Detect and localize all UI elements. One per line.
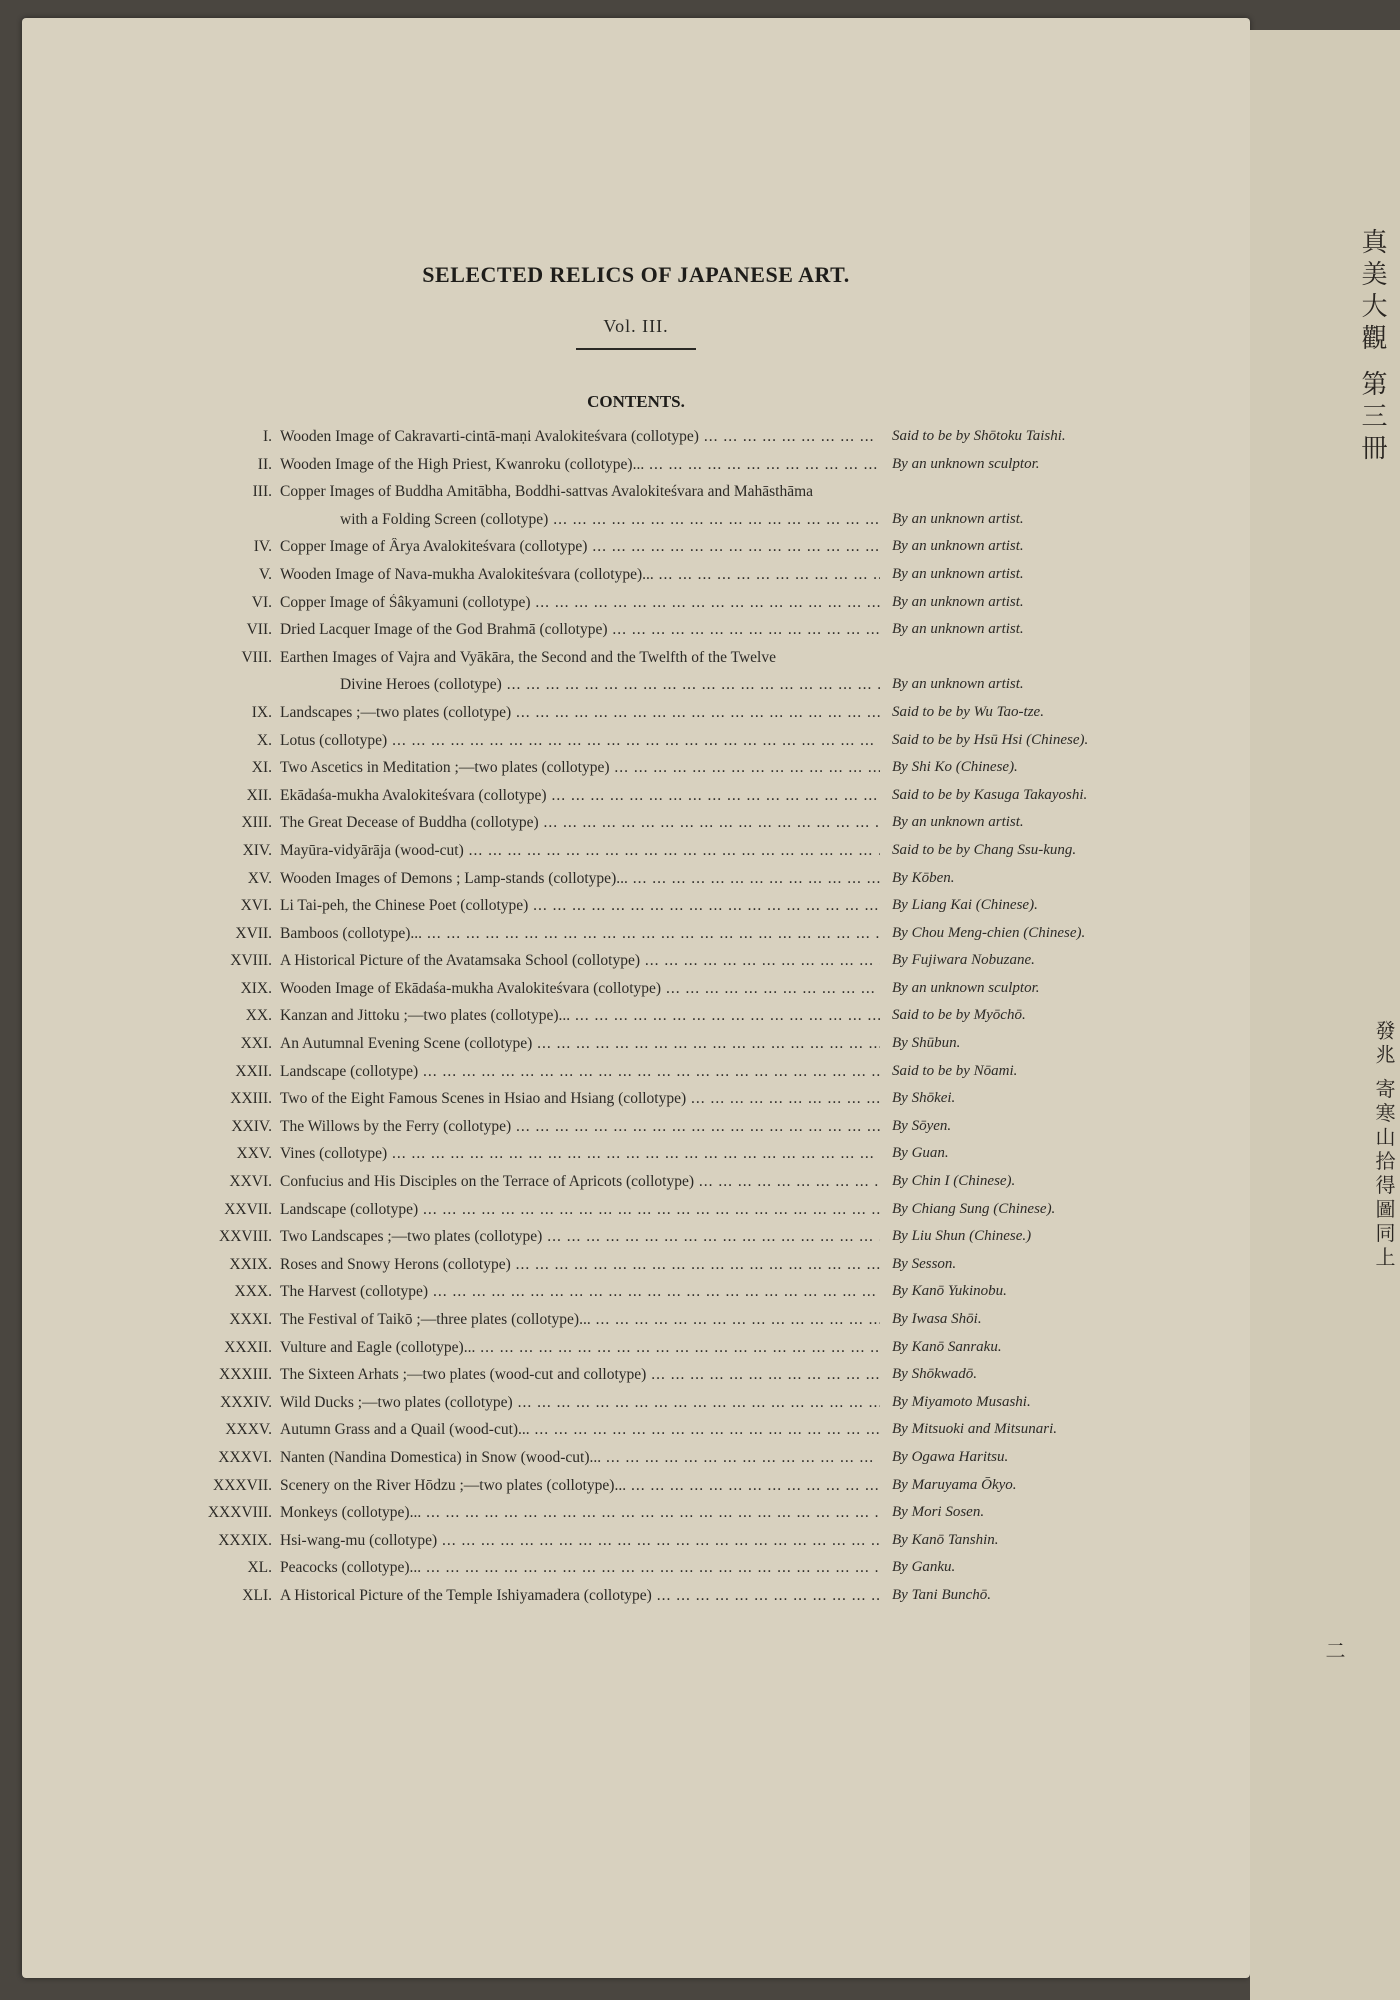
entry-title: Wooden Image of Cakravarti-cintā-maṇi Avalokiteśvara (collotype) ... . xyxy=(280,428,880,446)
entry-attribution: By Liu Shun (Chinese.) xyxy=(892,1228,1032,1245)
contents-entry xyxy=(22,870,1250,898)
entry-attribution: Said to be by Myōchō. xyxy=(892,1007,1026,1024)
entry-number: VIII. xyxy=(241,648,272,666)
entry-attribution: By an unknown sculptor. xyxy=(892,979,1040,996)
entry-number: XXXVI. xyxy=(218,1448,272,1466)
entry-number: XI. xyxy=(251,759,272,777)
entry-attribution: By Chiang Sung (Chinese). xyxy=(892,1200,1056,1217)
entry-number: XXXIV. xyxy=(220,1393,272,1411)
entry-title: The Great Decease of Buddha (collotype) ... . xyxy=(280,814,880,832)
entry-number: XXXII. xyxy=(224,1338,272,1356)
entry-title: Roses and Snowy Herons (collotype) ... . xyxy=(280,1256,880,1274)
entry-number: XVII. xyxy=(235,924,272,942)
entry-attribution: By Shōkei. xyxy=(892,1090,956,1107)
entry-number: IX. xyxy=(251,703,272,721)
entry-attribution: By an unknown artist. xyxy=(892,593,1024,610)
contents-entry xyxy=(22,1394,1250,1422)
contents-entry xyxy=(22,842,1250,870)
entry-title: Vulture and Eagle (collotype)... ... . xyxy=(280,1339,880,1357)
contents-entry xyxy=(22,1311,1250,1339)
contents-entry xyxy=(22,1421,1250,1449)
entry-title: Divine Heroes (collotype) ... . xyxy=(280,676,880,694)
entry-title: Li Tai-peh, the Chinese Poet (collotype) ... . xyxy=(280,897,880,915)
entry-attribution: By an unknown artist. xyxy=(892,676,1024,693)
contents-entry xyxy=(22,732,1250,760)
entry-title: Two Ascetics in Meditation ;—two plates (collotype) ... . xyxy=(280,759,880,777)
contents-entry xyxy=(22,594,1250,622)
entry-title: Landscape (collotype) ... . xyxy=(280,1063,880,1081)
entry-number: XXIII. xyxy=(230,1090,272,1108)
entry-attribution: Said to be by Shōtoku Taishi. xyxy=(892,428,1066,444)
entry-title: Wooden Images of Demons ; Lamp-stands (collotype)... ... . xyxy=(280,870,880,888)
entry-title: Earthen Images of Vajra and Vyākāra, the Second and the Twelfth of the Twelve xyxy=(280,648,776,666)
contents-entry xyxy=(22,1559,1250,1587)
contents-entry xyxy=(22,1366,1250,1394)
entry-number: XV. xyxy=(247,869,272,887)
entry-attribution: By Ganku. xyxy=(892,1559,956,1576)
entry-title: Copper Image of Ârya Avalokiteśvara (collotype) ... . xyxy=(280,538,880,556)
entry-attribution: By Iwasa Shōi. xyxy=(892,1311,982,1327)
entry-number: XXX. xyxy=(234,1283,272,1301)
entry-number: XIX. xyxy=(240,979,272,997)
entry-number: XXIX. xyxy=(229,1255,272,1273)
entry-number: XXXVIII. xyxy=(207,1504,272,1522)
entry-title: Copper Images of Buddha Amitābha, Boddhi-sattvas Avalokiteśvara and Mahāsthāma xyxy=(280,483,814,501)
contents-entry xyxy=(22,925,1250,953)
entry-attribution: Said to be by Kasuga Takayoshi. xyxy=(892,786,1088,803)
entry-number: XXVI. xyxy=(229,1173,272,1191)
page-title: SELECTED RELICS OF JAPANESE ART. xyxy=(422,262,850,287)
folio-mark: 二 xyxy=(1322,1640,1346,1660)
contents-entry xyxy=(22,511,1250,539)
entry-attribution: By Sesson. xyxy=(892,1255,957,1272)
entry-number: V. xyxy=(258,565,272,583)
entry-attribution: By Shōkwadō. xyxy=(892,1366,977,1383)
entry-attribution: By Guan. xyxy=(892,1145,949,1162)
entry-title: Ekādaśa-mukha Avalokiteśvara (collotype) ... . xyxy=(280,787,880,805)
contents-list xyxy=(22,428,1250,1615)
entry-number: X. xyxy=(256,731,272,749)
contents-entry xyxy=(22,704,1250,732)
entry-attribution: By Shi Ko (Chinese). xyxy=(892,759,1018,776)
entry-title: Monkeys (collotype)... ... . xyxy=(280,1504,880,1522)
entry-number: VII. xyxy=(246,621,272,639)
entry-attribution: By an unknown artist. xyxy=(892,621,1024,638)
contents-entry xyxy=(22,1532,1250,1560)
contents-entry xyxy=(22,1339,1250,1367)
japanese-title: 真美大觀 第三冊 xyxy=(1357,228,1387,467)
entry-number: XXV. xyxy=(236,1145,272,1163)
volume-label: Vol. III. xyxy=(603,316,669,336)
entry-attribution: By Kanō Tanshin. xyxy=(892,1531,999,1548)
contents-entry xyxy=(22,483,1250,511)
entry-number: XXVIII. xyxy=(219,1228,272,1246)
entry-number: VI. xyxy=(251,593,272,611)
entry-title: Bamboos (collotype)... ... . xyxy=(280,925,880,943)
entry-attribution: By Mori Sosen. xyxy=(892,1504,985,1521)
japanese-side-text: 發兆 寄寒山拾得圖同上 xyxy=(1372,1020,1396,1271)
entry-title: Lotus (collotype) ... . xyxy=(280,732,880,750)
contents-entry xyxy=(22,814,1250,842)
entry-number: XXXVII. xyxy=(213,1476,272,1494)
entry-title: A Historical Picture of the Avatamsaka School (collotype) ... . xyxy=(280,952,880,970)
entry-number: XXXI. xyxy=(229,1311,272,1328)
contents-entry xyxy=(22,1587,1250,1615)
contents-entry xyxy=(22,980,1250,1008)
contents-entry xyxy=(22,1145,1250,1173)
entry-attribution: By Liang Kai (Chinese). xyxy=(892,897,1038,914)
entry-title: Nanten (Nandina Domestica) in Snow (wood-cut)... ... . xyxy=(280,1449,880,1467)
entry-title: The Sixteen Arhats ;—two plates (wood-cut and collotype) ... . xyxy=(280,1366,880,1384)
entry-number: XXXV. xyxy=(225,1421,272,1439)
entry-title: Vines (collotype) ... . xyxy=(280,1145,880,1163)
entry-attribution: By an unknown artist. xyxy=(892,538,1024,555)
entry-title: Dried Lacquer Image of the God Brahmā (collotype) ... . xyxy=(280,621,880,639)
contents-entry xyxy=(22,1201,1250,1229)
entry-title: Landscape (collotype) ... . xyxy=(280,1201,880,1219)
entry-number: XVI. xyxy=(240,897,272,915)
contents-entry xyxy=(22,1007,1250,1035)
entry-title: The Willows by the Ferry (collotype) ... . xyxy=(280,1118,880,1136)
entry-attribution: Said to be by Hsū Hsi (Chinese). xyxy=(892,731,1089,748)
page-sheet xyxy=(22,18,1250,1978)
entry-title: The Festival of Taikō ;—three plates (collotype)... ... . xyxy=(280,1311,880,1329)
entry-title: Peacocks (collotype)... ... . xyxy=(280,1559,880,1577)
entry-number: XL. xyxy=(247,1559,272,1577)
entry-title: Wooden Image of Nava-mukha Avalokiteśvara (collotype)... ... . xyxy=(280,566,880,584)
contents-entry xyxy=(22,1228,1250,1256)
entry-number: XXIV. xyxy=(231,1117,272,1135)
entry-number: II. xyxy=(257,455,272,473)
entry-title: A Historical Picture of the Temple Ishiyamadera (collotype) ... . xyxy=(280,1587,880,1605)
entry-number: XXXIII. xyxy=(219,1366,272,1384)
contents-entry xyxy=(22,1283,1250,1311)
contents-entry xyxy=(22,649,1250,677)
entry-attribution: By Miyamoto Musashi. xyxy=(892,1393,1031,1410)
entry-title: Wild Ducks ;—two plates (collotype) ... . xyxy=(280,1394,880,1412)
contents-entry xyxy=(22,1090,1250,1118)
contents-entry xyxy=(22,1504,1250,1532)
entry-attribution: By an unknown artist. xyxy=(892,510,1024,527)
contents-entry xyxy=(22,456,1250,484)
entry-title: An Autumnal Evening Scene (collotype) ... . xyxy=(280,1035,880,1053)
entry-attribution: By Chou Meng-chien (Chinese). xyxy=(892,924,1086,941)
entry-number: XVIII. xyxy=(230,952,272,970)
entry-attribution: By Sōyen. xyxy=(892,1117,952,1134)
entry-attribution: By Kanō Sanraku. xyxy=(892,1338,1002,1355)
contents-entry xyxy=(22,1477,1250,1505)
contents-heading: CONTENTS. xyxy=(587,392,685,411)
entry-title: The Harvest (collotype) ... . xyxy=(280,1283,880,1301)
entry-attribution: By Maruyama Ōkyo. xyxy=(892,1476,1017,1493)
entry-attribution: By Tani Bunchō. xyxy=(892,1586,992,1603)
contents-entry xyxy=(22,1035,1250,1063)
entry-title: Two of the Eight Famous Scenes in Hsiao and Hsiang (collotype) ... . xyxy=(280,1090,880,1108)
entry-title: Confucius and His Disciples on the Terrace of Apricots (collotype) ... . xyxy=(280,1173,880,1191)
entry-title: Wooden Image of the High Priest, Kwanroku (collotype)... ... . xyxy=(280,456,880,474)
contents-entry xyxy=(22,1449,1250,1477)
contents-entry xyxy=(22,1063,1250,1091)
entry-attribution: Said to be by Chang Ssu-kung. xyxy=(892,841,1077,858)
entry-title: Wooden Image of Ekādaśa-mukha Avalokiteśvara (collotype) ... . xyxy=(280,980,880,998)
entry-title: Autumn Grass and a Quail (wood-cut)... ... . xyxy=(280,1421,880,1439)
entry-number: XIV. xyxy=(242,841,272,859)
entry-attribution: Said to be by Wu Tao-tze. xyxy=(892,703,1044,720)
entry-attribution: By Ogawa Haritsu. xyxy=(892,1448,1009,1465)
entry-attribution: By Kōben. xyxy=(892,869,955,886)
entry-title: Kanzan and Jittoku ;—two plates (collotype)... ... . xyxy=(280,1007,880,1025)
contents-entry xyxy=(22,621,1250,649)
contents-entry xyxy=(22,1118,1250,1146)
entry-title: Landscapes ;—two plates (collotype) ... . xyxy=(280,704,880,722)
entry-title: Scenery on the River Hōdzu ;—two plates (collotype)... ... . xyxy=(280,1477,880,1495)
entry-attribution: By Fujiwara Nobuzane. xyxy=(892,952,1035,969)
entry-attribution: Said to be by Nōami. xyxy=(892,1062,1018,1079)
entry-number: IV. xyxy=(253,538,272,556)
entry-title: Hsi-wang-mu (collotype) ... . xyxy=(280,1532,880,1550)
entry-title: Copper Image of Śâkyamuni (collotype) ... . xyxy=(280,594,880,612)
contents-entry xyxy=(22,1256,1250,1284)
contents-entry xyxy=(22,1173,1250,1201)
entry-attribution: By Kanō Yukinobu. xyxy=(892,1283,1007,1300)
entry-title: Mayūra-vidyārāja (wood-cut) ... . xyxy=(280,842,880,860)
entry-attribution: By Mitsuoki and Mitsunari. xyxy=(892,1421,1057,1438)
contents-entry xyxy=(22,676,1250,704)
entry-attribution: By an unknown artist. xyxy=(892,814,1024,831)
entry-number: I. xyxy=(262,428,272,445)
entry-attribution: By Shūbun. xyxy=(892,1035,961,1052)
contents-entry xyxy=(22,566,1250,594)
contents-entry xyxy=(22,538,1250,566)
entry-number: XX. xyxy=(245,1007,272,1025)
entry-number: III. xyxy=(252,483,272,501)
entry-number: XIII. xyxy=(241,814,272,832)
entry-number: XII. xyxy=(246,786,272,804)
contents-entry xyxy=(22,428,1250,456)
entry-title: with a Folding Screen (collotype) ... . xyxy=(280,511,880,529)
entry-number: XXI. xyxy=(240,1035,272,1053)
entry-attribution: By an unknown sculptor. xyxy=(892,455,1040,472)
contents-entry xyxy=(22,897,1250,925)
entry-number: XLI. xyxy=(242,1586,272,1604)
contents-entry xyxy=(22,787,1250,815)
entry-attribution: By an unknown artist. xyxy=(892,565,1024,582)
entry-number: XXII. xyxy=(235,1062,272,1080)
contents-entry xyxy=(22,759,1250,787)
entry-number: XXXIX. xyxy=(218,1531,272,1549)
contents-entry xyxy=(22,952,1250,980)
entry-attribution: By Chin I (Chinese). xyxy=(892,1173,1016,1190)
entry-title: Two Landscapes ;—two plates (collotype) ... . xyxy=(280,1228,880,1246)
entry-number: XXVII. xyxy=(224,1200,272,1218)
title-divider xyxy=(576,348,696,350)
